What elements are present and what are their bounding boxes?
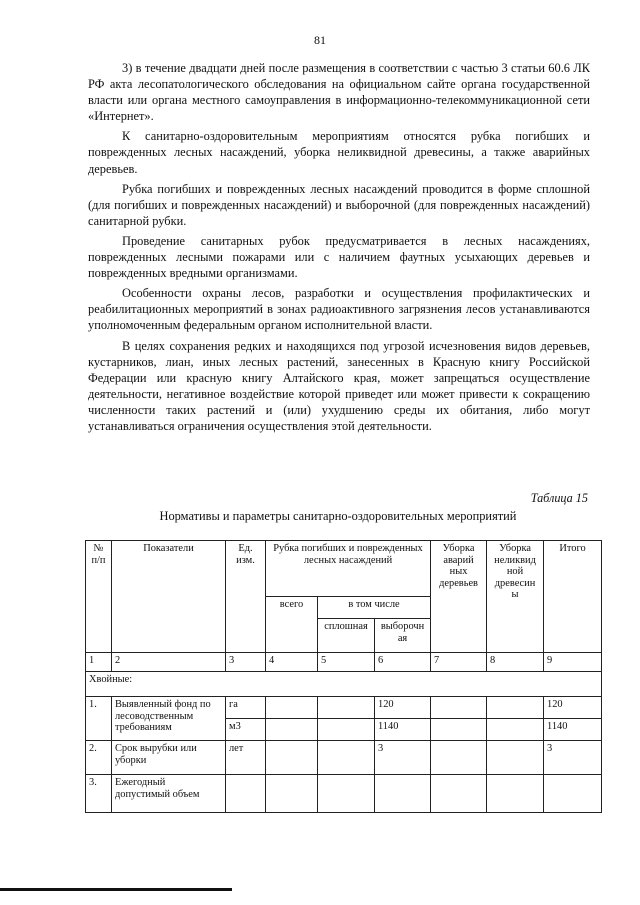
column-number: 7 <box>431 653 487 672</box>
column-number: 5 <box>318 653 375 672</box>
row-unit: лет <box>226 741 266 775</box>
row-total: 3 <box>544 741 602 775</box>
table-cell <box>318 719 375 741</box>
table-cell <box>487 775 544 813</box>
table-cell <box>544 775 602 813</box>
row-number: 2. <box>86 741 112 775</box>
row-total: 1140 <box>544 719 602 741</box>
table-title: Нормативы и параметры санитарно-оздоровительных мероприятий <box>159 509 517 523</box>
header-illiquid-wood: Уборка неликвид ной древесин ы <box>487 541 544 653</box>
row-unit: м3 <box>226 719 266 741</box>
header-clear-felling: сплошная <box>318 619 375 653</box>
norms-table <box>85 540 602 813</box>
table-cell <box>266 697 318 719</box>
row-value: 3 <box>375 741 431 775</box>
paragraph: В целях сохранения редких и находящихся под угрозой исчезновения видов деревьев, кустарников, лиан, иных лесных растений, занесенных в Красную книгу Российской Федерации или красную книгу Алтайского края, может запрещаться осуществление деятельности, негативное воздействие которой приведет или может привести к сокращению численности таких растений и (или) ухудшению среды их обитания, либо могут устанавливаться ограничения осуществления этой деятельности. <box>88 338 590 433</box>
table-cell <box>431 775 487 813</box>
table-cell <box>487 697 544 719</box>
table-cell <box>487 719 544 741</box>
table-cell <box>431 697 487 719</box>
table-cell <box>318 775 375 813</box>
header-unit: Ед. изм. <box>226 541 266 653</box>
header-including: в том числе <box>318 597 431 619</box>
table-cell <box>266 741 318 775</box>
row-value: 1140 <box>375 719 431 741</box>
paragraph: 3) в течение двадцати дней после размещения в соответствии с частью 3 статьи 60.6 ЛК РФ акта лесопатологического обследования на официальном сайте органа государственной власти или органа местного самоуправления в информационно-телекоммуникационной сети «Интернет». <box>88 61 590 124</box>
row-total: 120 <box>544 697 602 719</box>
column-number: 2 <box>112 653 226 672</box>
row-number: 3. <box>86 775 112 813</box>
paragraph: К санитарно-оздоровительным мероприятиям относятся рубка погибших и поврежденных лесных насаждений, уборка неликвидной древесины, а также аварийных деревьев. <box>88 129 590 176</box>
paragraph: Рубка погибших и поврежденных лесных насаждений проводится в форме сплошной (для погибших и поврежденных насаждений) и выборочной (для поврежденных насаждений) санитарной рубки. <box>88 181 590 228</box>
table-cell <box>318 741 375 775</box>
group-label: Хвойные: <box>86 672 602 697</box>
table-cell <box>266 775 318 813</box>
column-number: 6 <box>375 653 431 672</box>
column-number: 8 <box>487 653 544 672</box>
table-cell <box>431 719 487 741</box>
header-indicator: Показатели <box>112 541 226 653</box>
row-indicator: Выявленный фонд по лесоводственным требованиям <box>112 697 226 741</box>
row-indicator: Срок вырубки или уборки <box>112 741 226 775</box>
table-caption: Таблица 15 <box>530 491 588 505</box>
body-text <box>88 60 590 438</box>
header-felling-total: всего <box>266 597 318 653</box>
table-cell <box>226 775 266 813</box>
row-value: 120 <box>375 697 431 719</box>
column-number: 4 <box>266 653 318 672</box>
table-cell <box>431 741 487 775</box>
column-number: 1 <box>86 653 112 672</box>
column-number: 9 <box>544 653 602 672</box>
header-total: Итого <box>544 541 602 653</box>
header-num: № п/п <box>86 541 112 653</box>
column-number: 3 <box>226 653 266 672</box>
paragraph: Проведение санитарных рубок предусматривается в лесных насаждениях, поврежденных лесными пожарами или с наличием фаутных усыхающих деревьев и поврежденных вредными организмами. <box>88 233 590 281</box>
header-felling: Рубка погибших и поврежденных лесных насаждений <box>266 541 431 597</box>
paragraph: Особенности охраны лесов, разработки и осуществления профилактических и реабилитационных мероприятий в зонах радиоактивного загрязнения лесов устанавливаются уполномоченным федеральным органом исполнительной власти. <box>88 286 590 333</box>
table-cell <box>487 741 544 775</box>
table-cell <box>375 775 431 813</box>
row-number: 1. <box>86 697 112 741</box>
row-indicator: Ежегодный допустимый объем <box>112 775 226 813</box>
page-number: 81 <box>314 33 326 47</box>
table-cell <box>266 719 318 741</box>
header-selective-felling: выборочн ая <box>375 619 431 653</box>
row-unit: га <box>226 697 266 719</box>
table-cell <box>318 697 375 719</box>
header-hazard-trees: Уборка аварий ных деревьев <box>431 541 487 653</box>
bottom-rule <box>0 888 232 891</box>
